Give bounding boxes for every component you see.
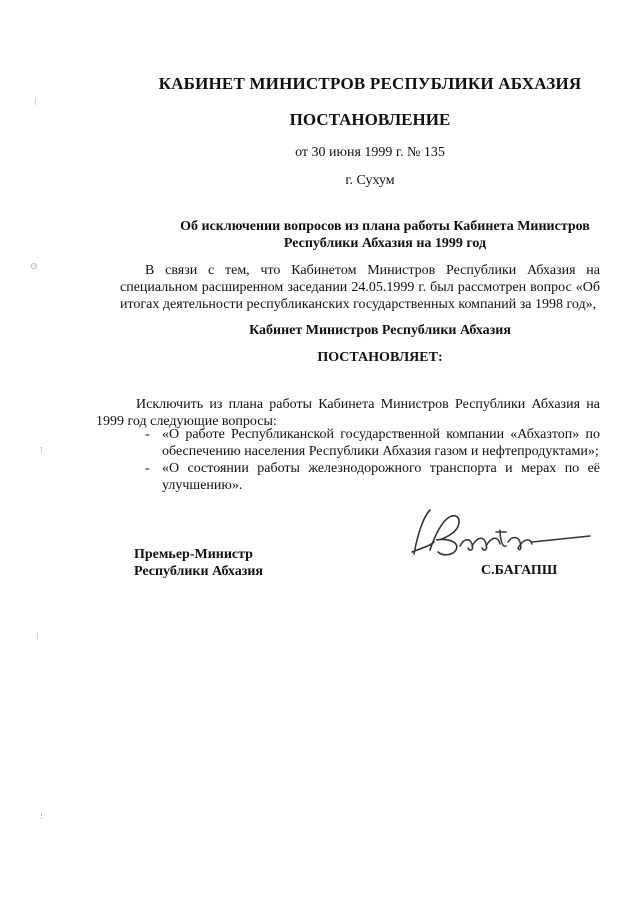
handwritten-signature: [400, 502, 600, 562]
list-dash: -: [145, 461, 150, 476]
decision-paragraph: Исключить из плана работы Кабинета Министров Республики Абхазия на 1999 год следующие вопросы:: [96, 397, 600, 429]
margin-mark: ⁝: [40, 812, 43, 822]
document-subject: [120, 218, 640, 252]
organization-title: КАБИНЕТ МИНИСТРОВ РЕСПУБЛИКИ АБХАЗИЯ: [158, 74, 582, 93]
list-item: [145, 460, 600, 494]
signatory-position: [134, 546, 263, 580]
position-line-2: Республики Абхазия: [134, 564, 264, 579]
list-item: [145, 426, 600, 460]
issuing-body: Кабинет Министров Республики Абхазия: [249, 323, 511, 338]
margin-mark: ⁝: [36, 632, 39, 642]
subject-line-1: Об исключении вопросов из плана работы Кабинета Министров: [180, 219, 590, 234]
list-item-text: «О состоянии работы железнодорожного транспорта и мерах по её улучшению».: [162, 461, 600, 493]
signatory-name: С.БАГАПШ: [481, 563, 558, 578]
document-date-number: от 30 июня 1999 г. № 135: [295, 145, 445, 160]
preamble-paragraph: В связи с тем, что Кабинетом Министров Республики Абхазия на специальном расширенном заседании 24.05.1999 г. был рассмотрен вопрос «Об итогах деятельности республиканских государственных компаний за 1998 год»,: [120, 263, 600, 312]
list-item-text: «О работе Республиканской государственной компании «Абхазтоп» по обеспечению населения Республики Абхазия газом и нефтепродуктами»;: [162, 427, 600, 459]
margin-mark: ⁝: [40, 446, 43, 456]
document-place: г. Сухум: [345, 173, 395, 188]
document-type: ПОСТАНОВЛЕНИЕ: [289, 110, 451, 129]
list-dash: -: [145, 427, 150, 442]
decree-word: ПОСТАНОВЛЯЕТ:: [317, 350, 443, 365]
subject-line-2: Республики Абхазия на 1999 год: [283, 236, 487, 251]
margin-mark: ⁝: [34, 98, 37, 108]
position-line-1: Премьер-Министр: [134, 547, 253, 562]
margin-mark: ⊙: [30, 262, 38, 272]
excluded-items-list: [145, 426, 600, 494]
